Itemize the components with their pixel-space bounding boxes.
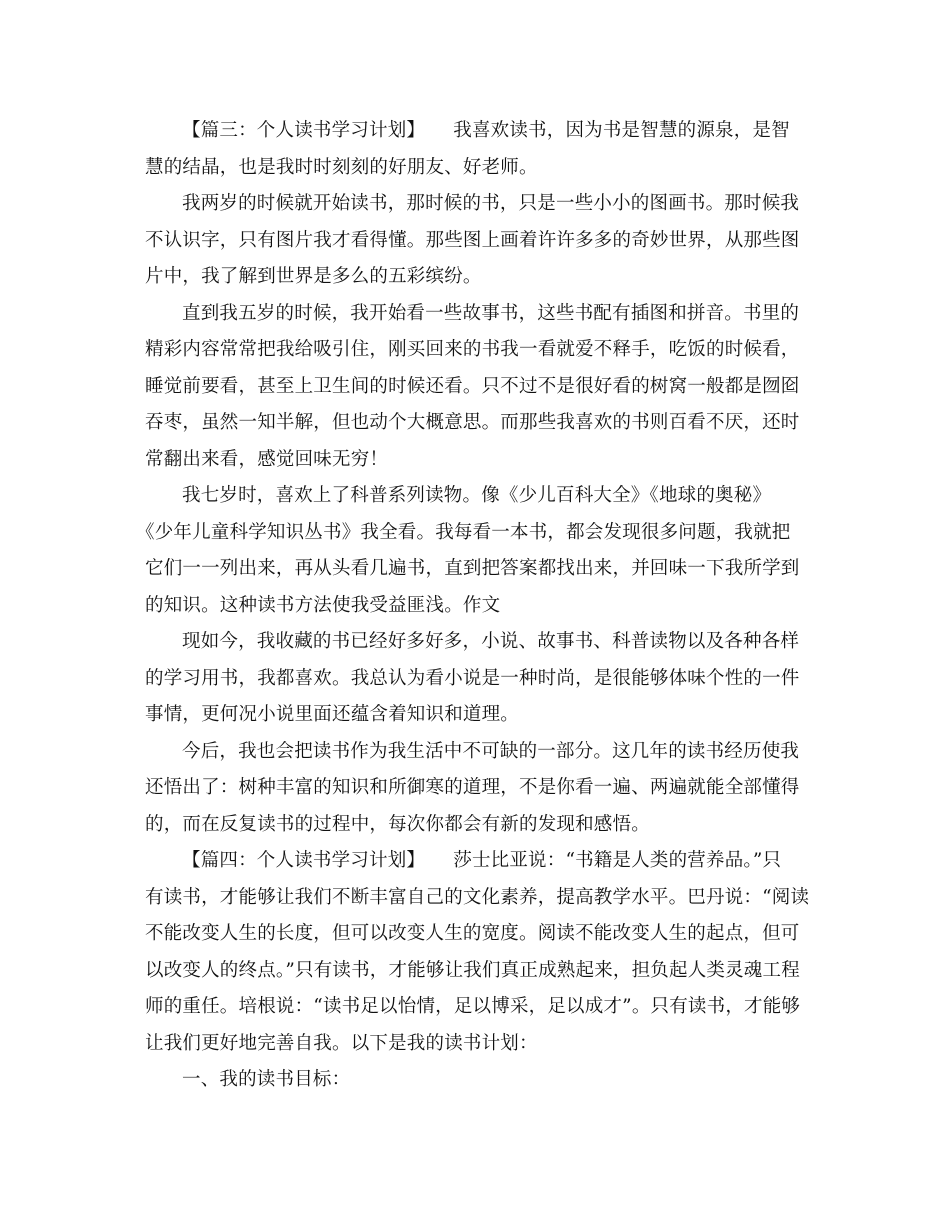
text-line: 师的重任。培根说：“读书足以怡情，足以博采，足以成才”。只有读书，才能够 — [145, 996, 801, 1017]
text-line: 片中，我了解到世界是多么的五彩缤纷。 — [145, 266, 482, 287]
text-line: 【篇四：个人读书学习计划】 莎士比亚说：“书籍是人类的营养品。”只 — [182, 850, 782, 871]
text-line: 我两岁的时候就开始读书，那时候的书，只是一些小小的图画书。那时候我 — [182, 193, 800, 214]
text-line: 它们一一列出来，再从头看几遍书，直到把答案都找出来，并回味一下我所学到 — [145, 558, 800, 579]
text-line: 事情，更何况小说里面还蕴含着知识和道理。 — [145, 704, 520, 725]
paragraph — [145, 296, 805, 479]
text-line: 一、我的读书目标： — [182, 1069, 351, 1090]
text-line: 我七岁时，喜欢上了科普系列读物。像《少儿百科大全》《地球的奥秘》 — [182, 485, 772, 506]
paragraph — [145, 113, 805, 186]
text-line: 让我们更好地完善自我。以下是我的读书计划： — [145, 1032, 538, 1054]
paragraph — [145, 186, 805, 296]
text-line: 还悟出了：树种丰富的知识和所御寒的道理，不是你看一遍、两遍就能全部懂得 — [145, 777, 800, 798]
text-line: 精彩内容常常把我给吸引住，刚买回来的书我一看就爱不释手，吃饭的时候看， — [145, 339, 800, 360]
text-line: 吞枣，虽然一知半解，但也动个大概意思。而那些我喜欢的书则百看不厌，还时 — [145, 412, 800, 433]
paragraph — [145, 734, 805, 844]
text-line: 《少年儿童科学知识丛书》我全看。我每看一本书，都会发现很多问题，我就把 — [136, 521, 791, 543]
text-line: 的，而在反复读书的过程中，每次你都会有新的发现和感悟。 — [145, 813, 650, 835]
text-line: 有读书，才能够让我们不断丰富自己的文化素养，提高教学水平。巴丹说：“阅读 — [145, 886, 810, 908]
text-line: 常翻出来看，感觉回味无穷！ — [145, 448, 389, 470]
text-line: 现如今，我收藏的书已经好多好多，小说、故事书、科普读物以及各种各样 — [182, 631, 800, 652]
text-line: 直到我五岁的时候，我开始看一些故事书，这些书配有插图和拼音。书里的 — [182, 302, 800, 324]
text-line: 不能改变人生的长度，但可以改变人生的宽度。阅读不能改变人生的起点，但可 — [145, 923, 800, 944]
paragraph — [145, 1062, 805, 1099]
paragraph — [145, 624, 805, 734]
text-line: 睡觉前要看，甚至上卫生间的时候还看。只不过不是很好看的树窝一般都是囫囵 — [145, 375, 800, 397]
text-line: 不认识字，只有图片我才看得懂。那些图上画着许许多多的奇妙世界，从那些图 — [145, 229, 800, 251]
paragraph — [136, 478, 805, 624]
text-line: 的知识。这种读书方法使我受益匪浅。作文 — [145, 594, 501, 616]
text-line: 【篇三：个人读书学习计划】 我喜欢读书，因为书是智慧的源泉，是智 — [182, 120, 790, 141]
paragraph — [145, 843, 810, 1062]
text-line: 今后，我也会把读书作为我生活中不可缺的一部分。这几年的读书经历使我 — [182, 740, 800, 762]
document-body — [136, 113, 810, 1099]
text-line: 慧的结晶，也是我时时刻刻的好朋友、好老师。 — [145, 156, 538, 178]
text-line: 以改变人的终点。”只有读书，才能够让我们真正成熟起来，担负起人类灵魂工程 — [145, 959, 800, 981]
text-line: 的学习用书，我都喜欢。我总认为看小说是一种时尚，是很能够体味个性的一件 — [145, 667, 800, 689]
